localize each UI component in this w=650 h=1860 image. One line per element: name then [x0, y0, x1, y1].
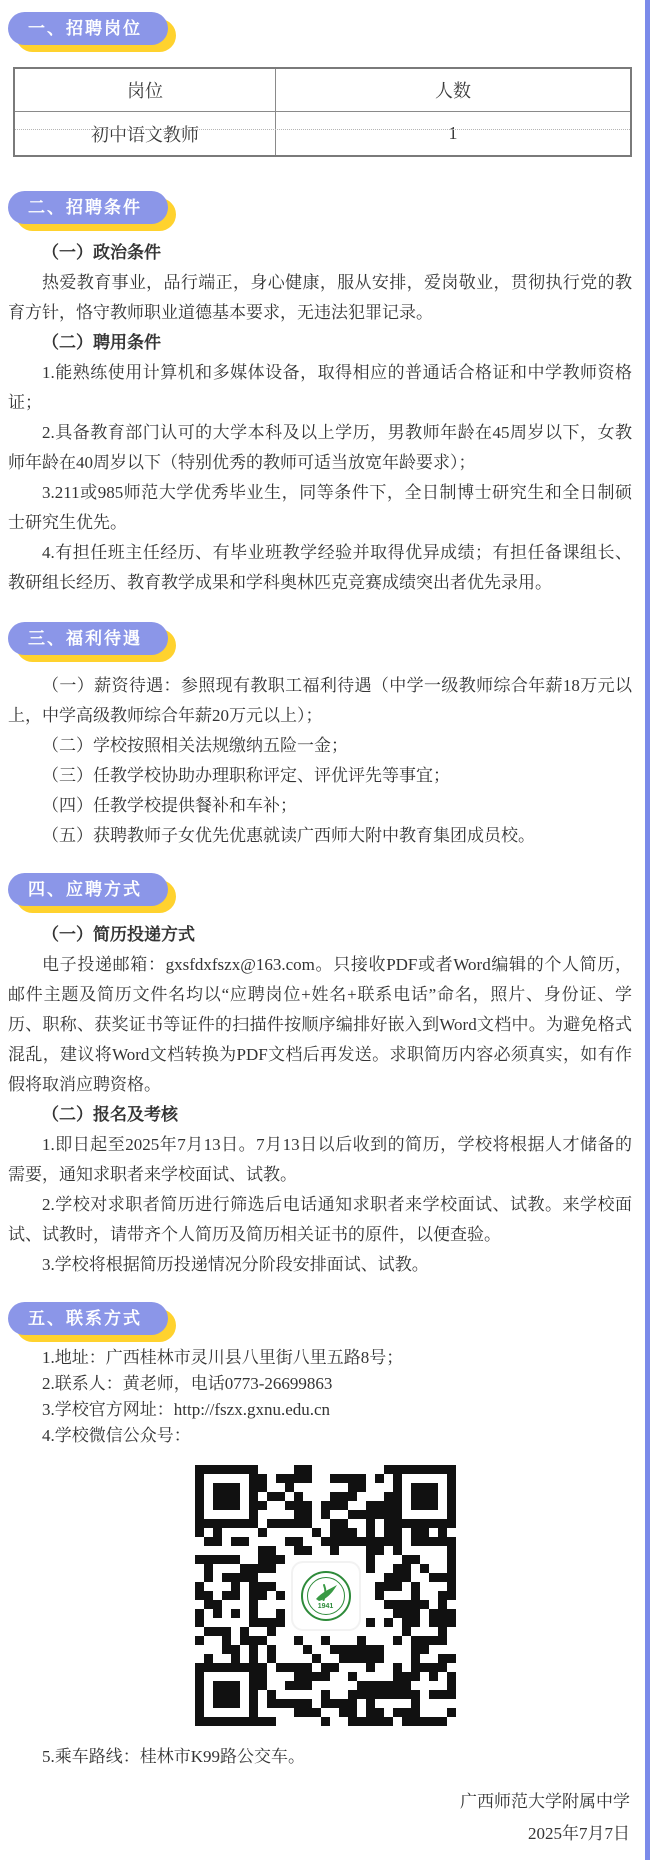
dotted-divider: [15, 129, 630, 130]
section-badge-label: 三、福利待遇: [8, 622, 168, 655]
paragraph-resume-delivery: 电子投递邮箱：gxsfdxfszx@163.com。只接收PDF或者Word编辑的个人简历，邮件主题及简历文件名均以“应聘岗位+姓名+联系电话”命名，照片、身份证、学历、职称、获奖证书等证件的扫描件按顺序编排好嵌入到Word文档中。为避免格式混乱，建议将Word文档转换为PDF文档后再发送。求职简历内容必须真实，如有作假将取消应聘资格。: [8, 955, 632, 1094]
logo-year-label: 1941: [317, 1602, 334, 1610]
contact-wechat-label: 4.学校微信公众号：: [42, 1426, 191, 1445]
condition-item: 4.有担任班主任经历、有毕业班教学经验并取得优异成绩；有担任备课组长、教研组长经历、教育教学成果和学科奥林匹克竞赛成绩突出者优先录用。: [8, 543, 632, 592]
subheading-resume-delivery: （一）简历投递方式: [42, 925, 195, 944]
column-header-position: 岗位: [14, 68, 276, 112]
section-badge-application: [8, 873, 168, 906]
bus-route-line: 5.乘车路线：桂林市K99路公交车。: [42, 1747, 306, 1766]
section-badge-label: 四、应聘方式: [8, 873, 168, 906]
application-item: 3.学校将根据简历投递情况分阶段安排面试、试教。: [42, 1255, 429, 1274]
subheading-political-conditions: （一）政治条件: [42, 243, 161, 262]
contact-address: 1.地址：广西桂林市灵川县八里街八里五路8号；: [42, 1348, 404, 1367]
subheading-registration-assessment: （二）报名及考核: [42, 1105, 178, 1124]
column-header-count: 人数: [276, 68, 632, 112]
page-edge-stripe: [645, 0, 650, 1860]
section-application-body: [8, 920, 632, 1280]
application-item: 2.学校对求职者简历进行筛选后电话通知求职者来学校面试、试教。来学校面试、试教时，请带齐个人简历及简历相关证书的原件，以便查验。: [8, 1195, 632, 1244]
wechat-qr-code: [195, 1459, 456, 1732]
paragraph-political-conditions: 热爱教育事业，品行端正，身心健康，服从安排，爱岗敬业，贯彻执行党的教育方针，恪守教师职业道德基本要求，无违法犯罪记录。: [8, 273, 632, 322]
signature-block: [8, 1790, 632, 1846]
section-badge-contact: [8, 1302, 168, 1335]
school-emblem-icon: [299, 1569, 353, 1623]
section-benefits-body: [8, 671, 632, 851]
condition-item: 1.能熟练使用计算机和多媒体设备，取得相应的普通话合格证和中学教师资格证；: [8, 363, 632, 412]
section-contact-body: [8, 1345, 632, 1449]
section-badge-benefits: [8, 622, 168, 655]
benefit-item: （二）学校按照相关法规缴纳五险一金；: [42, 736, 348, 755]
contact-website: 3.学校官方网址：http://fszx.gxnu.edu.cn: [42, 1400, 331, 1419]
benefit-item: （四）任教学校提供餐补和车补；: [42, 796, 297, 815]
benefit-item: （五）获聘教师子女优先优惠就读广西师大附中教育集团成员校。: [42, 826, 535, 845]
condition-item: 3.211或985师范大学优秀毕业生，同等条件下，全日制博士研究生和全日制硕士研究生优先。: [8, 483, 632, 532]
section-badge-positions: [8, 12, 168, 45]
section-badge-label: 五、联系方式: [8, 1302, 168, 1335]
cell-count: 1: [276, 112, 632, 157]
contact-person-phone: 2.联系人：黄老师，电话0773-26699863: [42, 1374, 333, 1393]
section-conditions-body: [8, 238, 632, 598]
benefit-item: （一）薪资待遇：参照现有教职工福利待遇（中学一级教师综合年薪18万元以上，中学高级教师综合年薪20万元以上）；: [8, 676, 632, 725]
school-logo: [293, 1563, 359, 1629]
benefit-item: （三）任教学校协助办理职称评定、评优评先等事宜；: [42, 766, 450, 785]
positions-table: [13, 67, 632, 157]
application-item: 1.即日起至2025年7月13日。7月13日以后收到的简历，学校将根据人才储备的需要，通知求职者来学校面试、试教。: [8, 1135, 632, 1184]
section-badge-label: 二、招聘条件: [8, 191, 168, 224]
cell-position: 初中语文教师: [14, 112, 276, 157]
subheading-hiring-conditions: （二）聘用条件: [42, 333, 161, 352]
table-row: [14, 112, 631, 157]
signature-date: 2025年7月7日: [528, 1824, 630, 1843]
section-badge-conditions: [8, 191, 168, 224]
table-header-row: [14, 68, 631, 112]
signature-org: 广西师范大学附属中学: [460, 1792, 630, 1811]
condition-item: 2.具备教育部门认可的大学本科及以上学历，男教师年龄在45周岁以下，女教师年龄在40周岁以下（特别优秀的教师可适当放宽年龄要求）；: [8, 423, 632, 472]
section-badge-label: 一、招聘岗位: [8, 12, 168, 45]
